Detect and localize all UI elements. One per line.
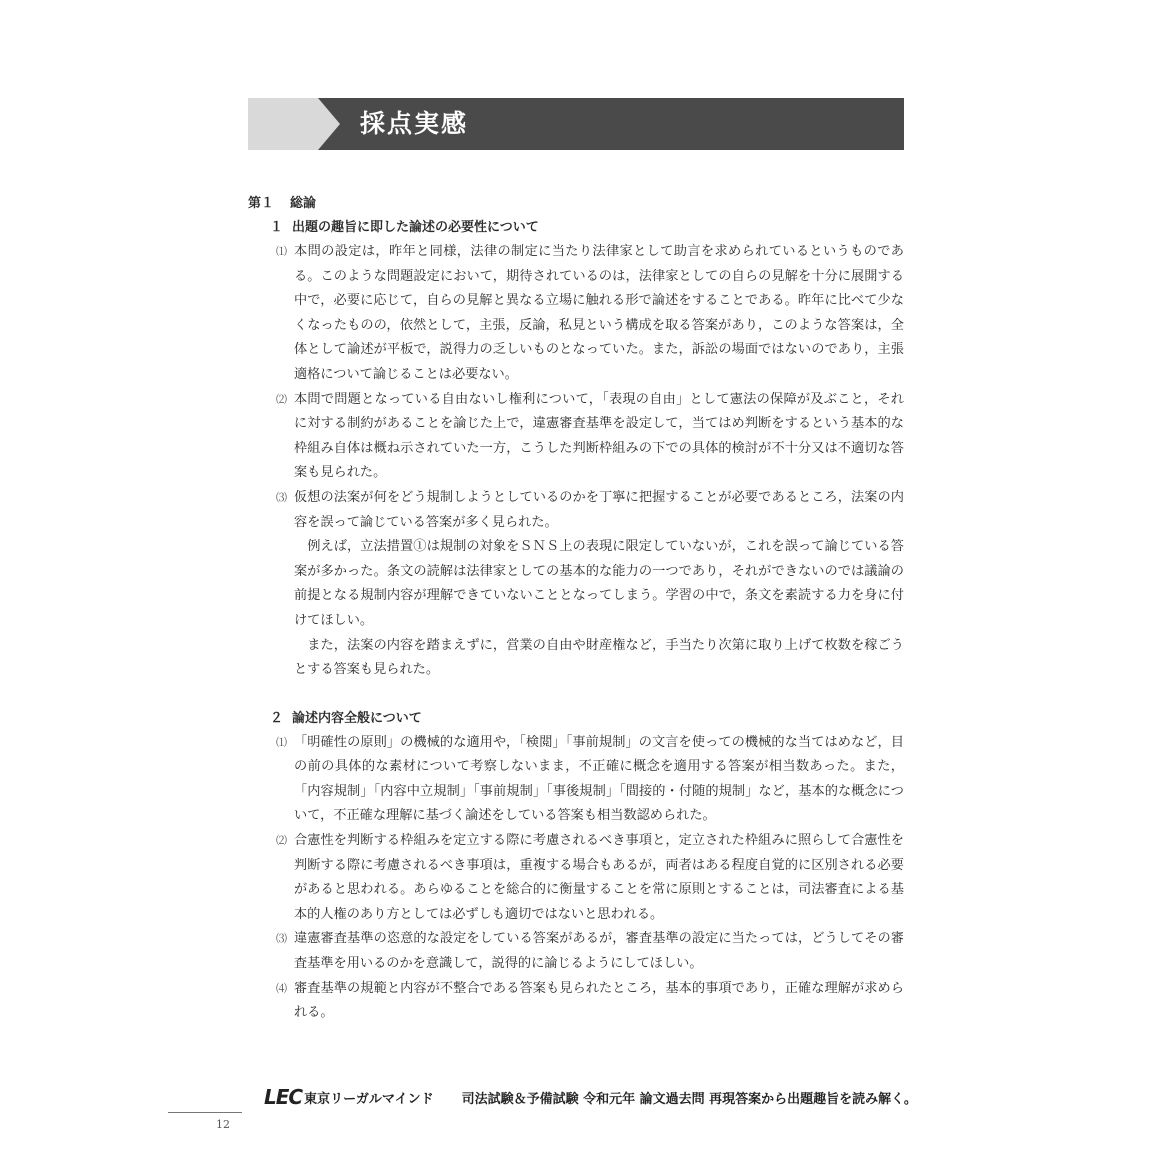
item-marker: ⑶: [276, 490, 287, 504]
lec-logo: LEC: [264, 1085, 303, 1109]
book-title: 司法試験＆予備試験 令和元年 論文過去問 再現答案から出題趣旨を読み解く。: [461, 1091, 917, 1107]
part-heading: [248, 192, 904, 216]
item-marker: ⑴: [276, 735, 287, 749]
section-banner: [248, 98, 904, 150]
banner-title: 採点実感: [360, 109, 469, 138]
item-text: 本問で問題となっている自由ないし権利について，「表現の自由」として憲法の保障が及ぶこと，それに対する制約があることを論じた上で，違憲審査基準を設定して，当てはめ判断をするという基本的な枠組み自体は概ね示されていた一方，こうした判断枠組みの下での具体的検討が不十分又は不適切な答案も見られた。: [294, 391, 904, 481]
list-item: [248, 829, 904, 927]
body-paragraph: 例えば，立法措置①は規制の対象をＳＮＳ上の表現に限定していないが，これを誤って論じている答案が多かった。条文の読解は法律家としての基本的な能力の一つであり，それができないのでは議論の前提となる規制内容が理解できていないこととなってしまう。学習の中で，条文を素読する力を身に付けてほしい。: [294, 539, 904, 628]
list-item: [248, 927, 904, 976]
item-text: 審査基準の規範と内容が不整合である答案も見られたところ，基本的事項であり，正確な理解が求められる。: [294, 980, 904, 1021]
list-item: [248, 388, 904, 486]
item-text: 「明確性の原則」の機械的な適用や，「検閲」「事前規制」の文言を使っての機械的な当てはめなど，目の前の具体的な素材について考察しないまま，不正確に概念を適用する答案が相当数あった。また，「内容規制」「内容中立規制」「事前規制」「事後規制」「間接的・付随的規制」など，基本的な概念について，不正確な理解に基づく論述をしている答案も相当数認められた。: [294, 734, 904, 824]
page-number-rule: [168, 1112, 242, 1113]
footer-branding: [264, 1087, 917, 1107]
list-item: [248, 240, 904, 388]
item-marker: ⑷: [276, 981, 287, 995]
part-title: 総論: [290, 196, 317, 211]
list-item: [248, 731, 904, 829]
list-item: [248, 977, 904, 1026]
section-heading-1: [248, 216, 904, 240]
item-text: 仮想の法案が何をどう規制しようとしているのかを丁寧に把握することが必要であるところ，法案の内容を誤って論じている答案が多く見られた。: [294, 489, 904, 530]
page-body: [248, 192, 904, 1026]
body-paragraph: また，法案の内容を踏まえずに，営業の自由や財産権など，手当たり次第に取り上げて枚数を稼ごうとする答案も見られた。: [294, 637, 904, 678]
page-number: 12: [216, 1118, 230, 1131]
section-title: 論述内容全般について: [292, 710, 422, 726]
banner-arrow-tab: [248, 98, 340, 150]
item-text: 本問の設定は，昨年と同様，法律の制定に当たり法律家として助言を求められているというものである。このような問題設定において，期待されているのは，法律家としての自らの見解を十分に展開する中で，必要に応じて，自らの見解と異なる立場に触れる形で論述をすることである。昨年に比べて少なくなったものの，依然として，主張，反論，私見という構成を取る答案があり，このような答案は，全体として論述が平板で，説得力の乏しいものとなっていた。また，訴訟の場面ではないのであり，主張適格について論じることは必要ない。: [294, 244, 904, 382]
list-item: [248, 486, 904, 535]
item-text: 違憲審査基準の恣意的な設定をしている答案があるが，審査基準の設定に当たっては，どうしてその審査基準を用いるのかを意識して，説得的に論じるようにしてほしい。: [294, 931, 904, 972]
section-number: １: [270, 220, 284, 235]
item-marker: ⑵: [276, 392, 287, 406]
section-heading-2: [248, 707, 904, 731]
company-name: 東京リーガルマインド: [304, 1091, 434, 1107]
item-text: 合憲性を判断する枠組みを定立する際に考慮されるべき事項と，定立された枠組みに照らして合憲性を判断する際に考慮されるべき事項は，重複する場合もあるが，両者はある程度自覚的に区別される必要があると思われる。あらゆることを総合的に衡量することを常に原則とすることは，司法審査による基本的人権のあり方としては必ずしも適切ではないと思われる。: [294, 833, 904, 922]
part-number: 第１: [248, 196, 275, 211]
section-gap: [248, 683, 904, 707]
item-marker: ⑴: [276, 245, 287, 258]
section-number: ２: [270, 710, 284, 726]
item-marker: ⑶: [276, 932, 287, 946]
item-marker: ⑵: [276, 834, 287, 848]
section-title: 出題の趣旨に即した論述の必要性について: [292, 220, 539, 235]
